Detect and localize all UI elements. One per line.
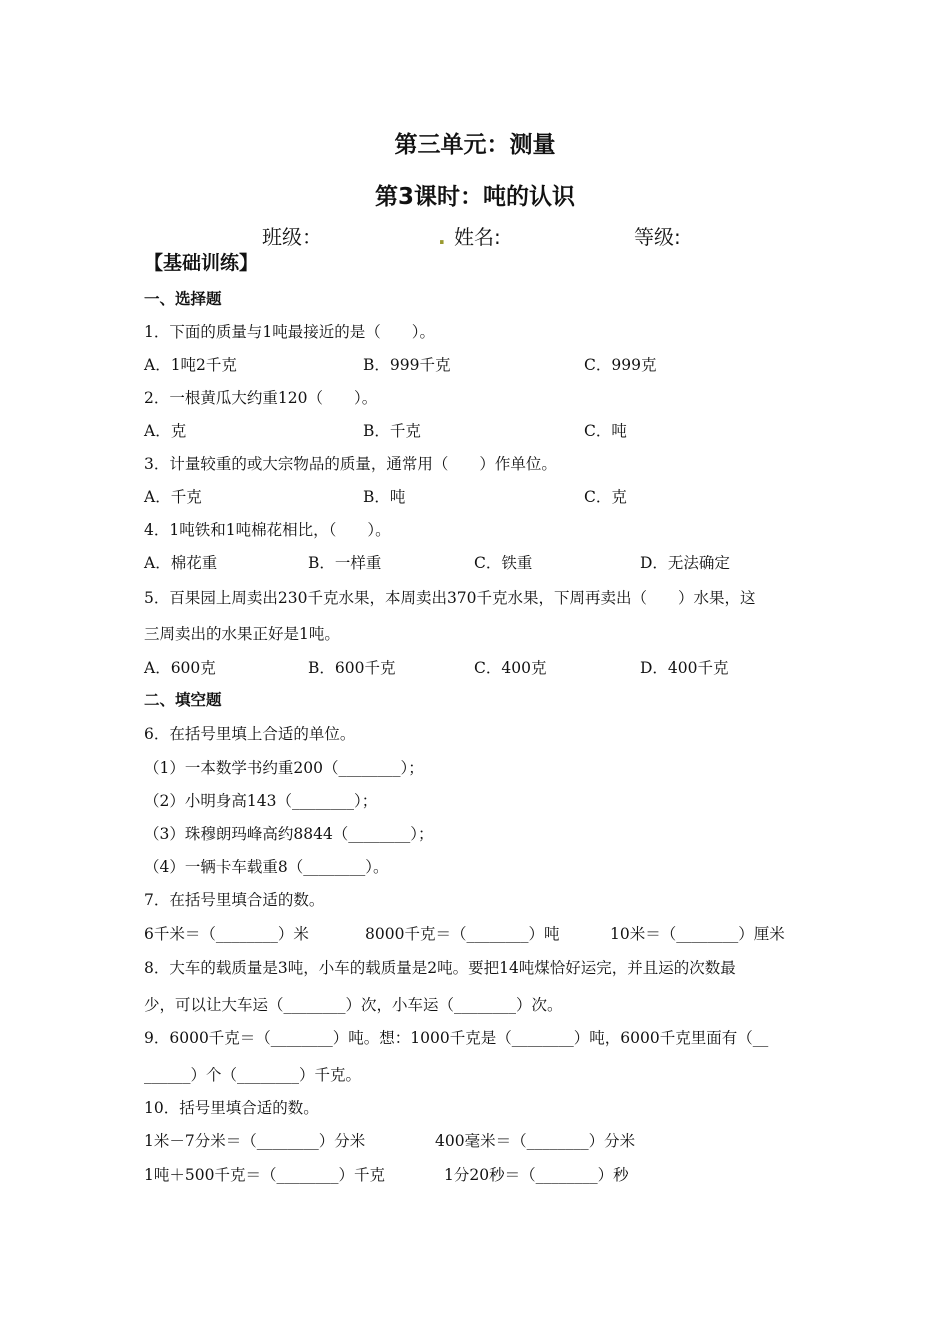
question-4: 4．1吨铁和1吨棉花相比，（ ）。 <box>144 521 391 539</box>
q4-option-c: C．铁重 <box>474 554 533 572</box>
q10-item-3: 1吨＋500千克＝（________）千克 <box>144 1166 385 1184</box>
q1-option-b: B．999千克 <box>363 356 451 374</box>
q7-item-3: 10米＝（________）厘米 <box>610 925 785 943</box>
q4-option-a: A．棉花重 <box>144 554 218 572</box>
name-label: 姓名: <box>454 225 501 249</box>
q6-item-2: （2）小明身高143（________）； <box>144 792 378 810</box>
question-1: 1．下面的质量与1吨最接近的是（ ）。 <box>144 323 435 341</box>
question-9-line-1: 9．6000千克＝（________）吨。想：1000千克是（________）吨，6000千克里面有（__ <box>144 1029 769 1047</box>
q6-item-4: （4）一辆卡车载重8（________）。 <box>144 858 389 876</box>
section-fill-heading: 二、填空题 <box>144 691 222 709</box>
question-5-line-2: 三周卖出的水果正好是1吨。 <box>144 625 340 643</box>
q2-option-c: C．吨 <box>584 422 627 440</box>
separator-dot: . <box>438 225 446 249</box>
q3-option-b: B．吨 <box>363 488 406 506</box>
q3-option-c: C．克 <box>584 488 627 506</box>
grade-label: 等级: <box>634 225 681 249</box>
basic-training-heading: 【基础训练】 <box>144 252 259 274</box>
question-7: 7．在括号里填合适的数。 <box>144 891 325 909</box>
q4-option-d: D．无法确定 <box>640 554 730 572</box>
q5-option-a: A．600克 <box>144 659 216 677</box>
question-8-line-2: 少，可以让大车运（________）次，小车运（________）次。 <box>144 996 563 1014</box>
lesson-title: 第3课时：吨的认识 <box>374 184 575 210</box>
q2-option-a: A．克 <box>144 422 187 440</box>
question-8-line-1: 8．大车的载质量是3吨，小车的载质量是2吨。要把14吨煤恰好运完，并且运的次数最 <box>144 959 736 977</box>
question-9-line-2: ______）个（________）千克。 <box>144 1066 362 1084</box>
q2-option-b: B．千克 <box>363 422 421 440</box>
section-choice-heading: 一、选择题 <box>144 290 222 308</box>
question-5-line-1: 5．百果园上周卖出230千克水果，本周卖出370千克水果，下周再卖出（ ）水果，这 <box>144 589 756 607</box>
unit-title: 第三单元：测量 <box>394 132 556 158</box>
question-6: 6．在括号里填上合适的单位。 <box>144 725 356 743</box>
q6-item-3: （3）珠穆朗玛峰高约8844（________）； <box>144 825 434 843</box>
class-label: 班级： <box>262 225 322 249</box>
question-10: 10．括号里填合适的数。 <box>144 1099 319 1117</box>
q3-option-a: A．千克 <box>144 488 202 506</box>
q6-item-1: （1）一本数学书约重200（________）； <box>144 759 424 777</box>
q5-option-b: B．600千克 <box>308 659 396 677</box>
q10-item-1: 1米－7分米＝（________）分米 <box>144 1132 366 1150</box>
question-2: 2．一根黄瓜大约重120（ ）。 <box>144 389 378 407</box>
q4-option-b: B．一样重 <box>308 554 382 572</box>
q7-item-2: 8000千克＝（________）吨 <box>365 925 560 943</box>
q7-item-1: 6千米＝（________）米 <box>144 925 309 943</box>
q10-item-2: 400毫米＝（________）分米 <box>435 1132 636 1150</box>
q10-item-4: 1分20秒＝（________）秒 <box>444 1166 629 1184</box>
question-3: 3．计量较重的或大宗物品的质量，通常用（ ）作单位。 <box>144 455 557 473</box>
q5-option-c: C．400克 <box>474 659 547 677</box>
q1-option-c: C．999克 <box>584 356 657 374</box>
q5-option-d: D．400千克 <box>640 659 729 677</box>
q1-option-a: A．1吨2千克 <box>144 356 237 374</box>
